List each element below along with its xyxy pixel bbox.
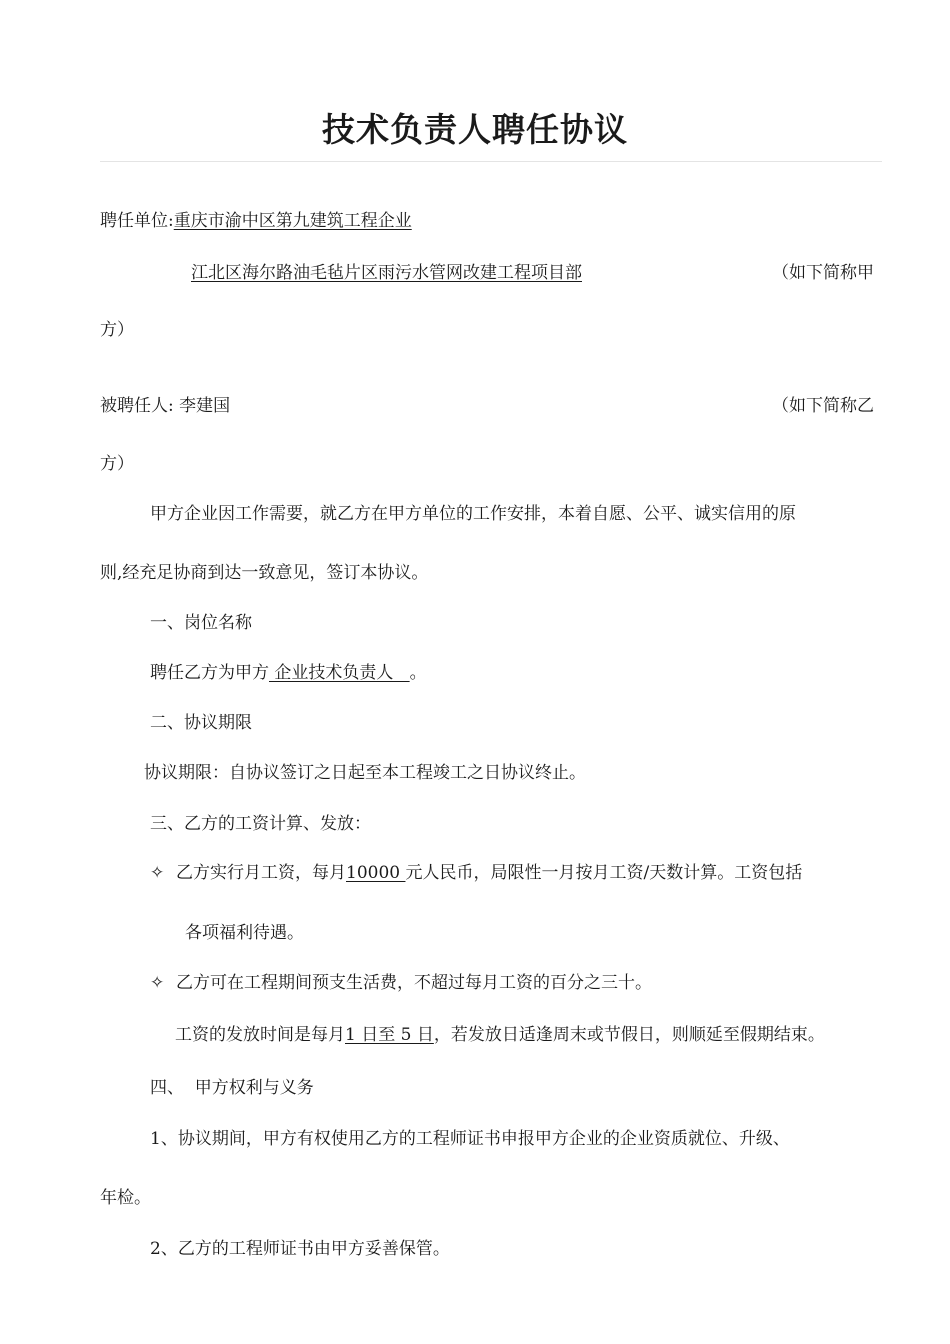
section3-item2-text: 乙方可在工程期间预支生活费，不超过每月工资的百分之三十。 <box>176 973 652 993</box>
employer-label: 聘任单位: <box>100 211 174 231</box>
section1-position: 企业技术负责人 <box>269 663 410 683</box>
employer-alias-part1: （如下简称甲 <box>772 263 874 283</box>
section3-item1-prefix: 乙方实行月工资，每月 <box>176 863 346 883</box>
section4-item1-line2: 年检。 <box>100 1188 151 1208</box>
payday-suffix: ，若发放日适逢周末或节假日，则顺延至假期结束。 <box>433 1025 825 1045</box>
section1-text <box>150 662 427 684</box>
employee-label: 被聘任人: <box>100 396 174 416</box>
section2-text: 协议期限：自协议签订之日起至本工程竣工之日协议终止。 <box>144 763 586 783</box>
section3-item2 <box>150 972 652 994</box>
employee-alias-part2: 方） <box>100 454 134 474</box>
section2-heading: 二、协议期限 <box>150 713 252 733</box>
employee-name: 李建国 <box>179 396 231 416</box>
section4-item2: 2、乙方的工程师证书由甲方妥善保管。 <box>150 1239 450 1259</box>
employer-alias-part2: 方） <box>100 320 134 340</box>
employee-alias-part1: （如下简称乙 <box>772 396 874 416</box>
bullet-icon: ✧ <box>150 973 165 993</box>
section1-heading: 一、岗位名称 <box>150 613 252 633</box>
intro-line-1: 甲方企业因工作需要，就乙方在甲方单位的工作安排，本着自愿、公平、诚实信用的原 <box>150 504 796 524</box>
section3-payday <box>175 1024 825 1046</box>
employee-line <box>100 395 230 417</box>
title-divider <box>100 161 882 162</box>
document-title: 技术负责人聘任协议 <box>322 110 628 149</box>
section3-item1-suffix: 元人民币，局限性一月按月工资/天数计算。工资包括 <box>405 863 803 883</box>
section3-item1 <box>150 862 802 884</box>
section4-item1-line1: 1、协议期间，甲方有权使用乙方的工程师证书申报甲方企业的企业资质就位、升级、 <box>150 1129 790 1149</box>
payday-prefix: 工资的发放时间是每月 <box>175 1025 345 1045</box>
bullet-icon: ✧ <box>150 863 165 883</box>
employer-name: 重庆市渝中区第九建筑工程企业 <box>173 211 412 231</box>
section3-heading: 三、乙方的工资计算、发放： <box>150 814 371 834</box>
section4-heading: 四、 甲方权利与义务 <box>150 1078 314 1098</box>
employer-project: 江北区海尔路油毛毡片区雨污水管网改建工程项目部 <box>191 263 582 283</box>
intro-line-2: 则,经充足协商到达一致意见，签订本协议。 <box>100 563 429 583</box>
section3-item1-line2: 各项福利待遇。 <box>185 923 304 943</box>
section3-item1-amount: 10000 <box>346 863 406 883</box>
section1-suffix: 。 <box>409 663 427 683</box>
payday-range: 1 日至 5 日 <box>345 1025 434 1045</box>
section1-prefix: 聘任乙方为甲方 <box>150 663 269 683</box>
employer-line <box>100 210 412 232</box>
